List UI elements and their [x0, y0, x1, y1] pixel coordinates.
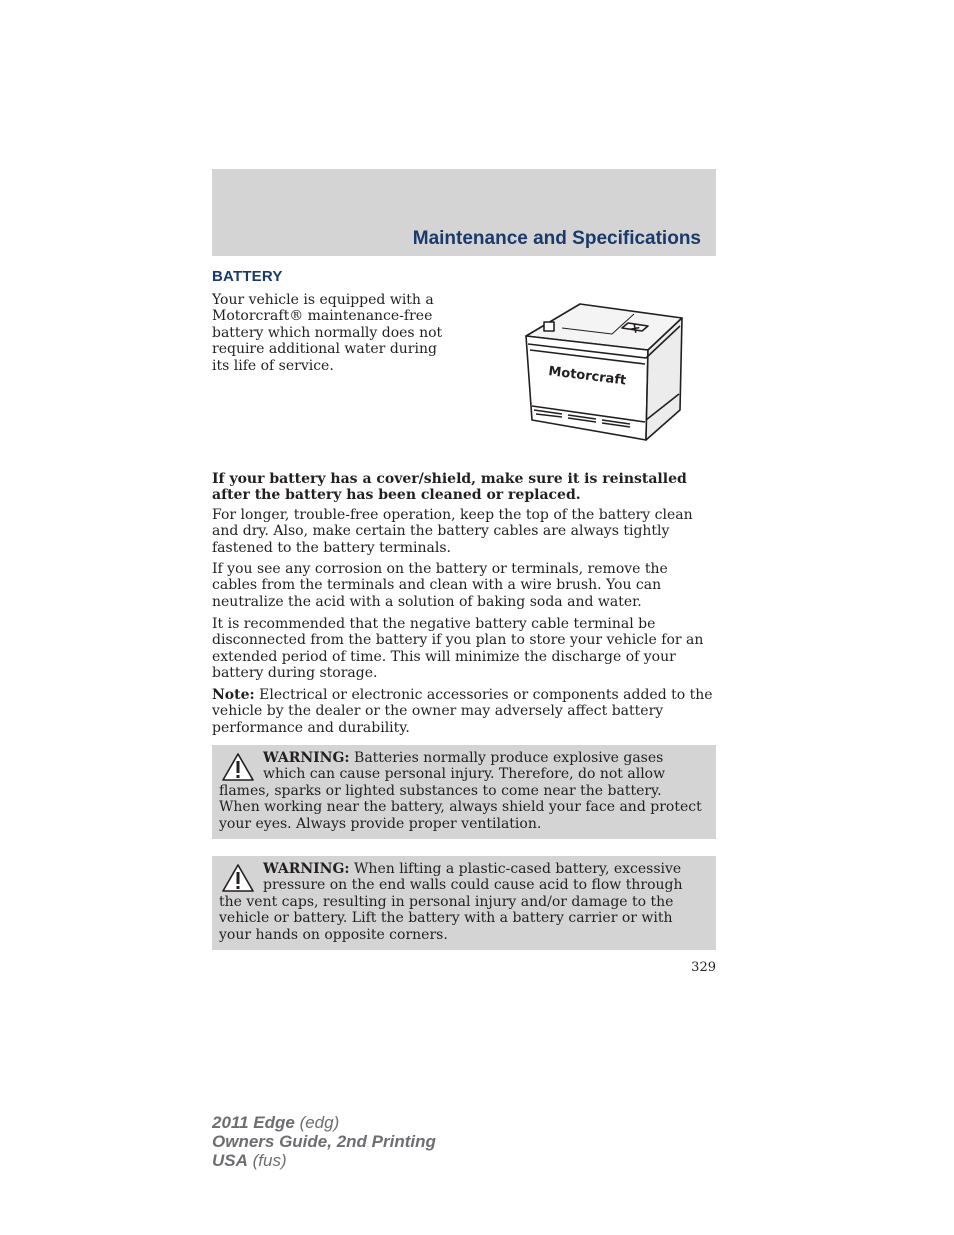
battery-illustration	[522, 302, 686, 442]
footer	[212, 1113, 436, 1170]
warning-text: Batteries normally produce explosive gases which can cause personal injury. Therefore, do not allow flames, sparks or lighted substances to come near the battery. When working near the battery, always shield your face and protect your eyes. Always provide proper ventilation.	[219, 750, 702, 832]
section-heading: BATTERY	[212, 268, 283, 285]
warning-label: WARNING:	[263, 861, 350, 877]
paragraph-3: It is recommended that the negative battery cable terminal be disconnected from the battery if you plan to store your vehicle for an extended period of time. This will minimize the discharge of your battery during storage.	[212, 616, 704, 682]
note-label: Note:	[212, 687, 255, 703]
battery-brand-label: Motorcraft	[547, 364, 627, 389]
warning-box-1	[212, 745, 716, 839]
footer-line-3: USA (fus)	[212, 1151, 287, 1170]
footer-line-2: Owners Guide, 2nd Printing	[212, 1132, 436, 1151]
page-number: 329	[691, 960, 716, 975]
warning-box-2	[212, 856, 716, 950]
warning-triangle-icon	[221, 863, 255, 893]
paragraph-2: If you see any corrosion on the battery or terminals, remove the cables from the terminals and clean with a wire brush. You can neutralize the acid with a solution of baking soda and water.	[212, 561, 668, 610]
header-band	[212, 169, 716, 256]
paragraph-1: For longer, trouble-free operation, keep the top of the battery clean and dry. Also, make certain the battery cables are always tightly fastened to the battery terminals.	[212, 507, 693, 556]
intro-paragraph: Your vehicle is equipped with a Motorcraft® maintenance-free battery which normally does not require additional water during its life of service.	[212, 292, 443, 374]
warning-triangle-icon	[221, 752, 255, 782]
svg-text:+: +	[627, 319, 643, 338]
warning-text: When lifting a plastic-cased battery, excessive pressure on the end walls could cause acid to flow through the vent caps, resulting in personal injury and/or damage to the vehicle or battery. Lift the battery with a battery carrier or with your hands on opposite corners.	[219, 861, 683, 943]
note-paragraph	[212, 687, 716, 736]
bold-note: If your battery has a cover/shield, make sure it is reinstalled after the battery has been cleaned or replaced.	[212, 471, 687, 504]
footer-line-1: 2011 Edge (edg)	[212, 1113, 340, 1132]
note-text: Electrical or electronic accessories or components added to the vehicle by the dealer or the owner may adversely affect battery performance and durability.	[212, 687, 713, 736]
warning-label: WARNING:	[263, 750, 350, 766]
page-title: Maintenance and Specifications	[412, 228, 701, 249]
